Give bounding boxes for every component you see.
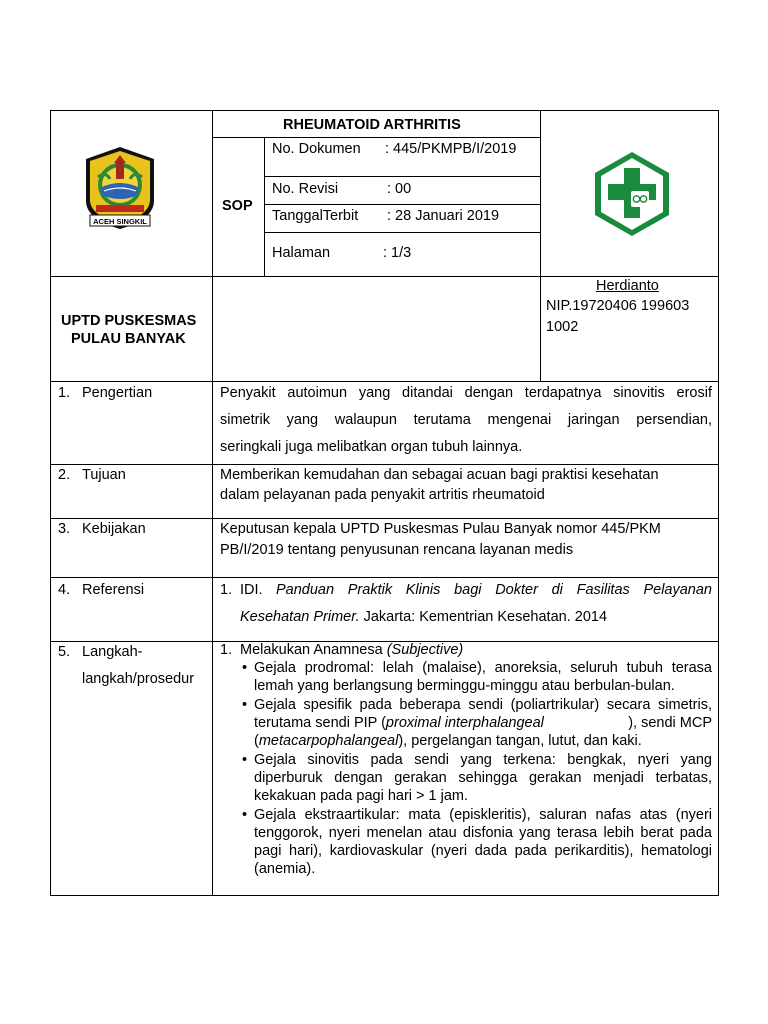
bullet-line: lemah yang berlangsung berminggu-minggu atau berbulan-bulan.: [254, 678, 675, 694]
step-title-italic: (Subjective): [386, 642, 464, 658]
no-dokumen-value: : 445/PKMPB/I/2019: [385, 141, 517, 157]
document-title: RHEUMATOID ARTHRITIS: [283, 117, 461, 133]
aceh-singkil-logo: [80, 143, 160, 231]
bullet-line: [254, 714, 712, 732]
bullet-marker: •: [242, 660, 248, 676]
bullet-marker: •: [242, 697, 248, 713]
b2-text: (: [254, 733, 259, 749]
referensi-idi: IDI.: [240, 582, 263, 598]
referensi-line2: [240, 608, 607, 626]
b2-italic: proximal interphalangeal: [385, 715, 544, 731]
bullet-line: Gejala ekstraartikular: mata (episkleritis), saluran nafas atas (nyeri: [254, 807, 712, 823]
step-title-text: Melakukan Anamnesa: [240, 642, 387, 658]
bullet-line: [254, 732, 642, 750]
no-revisi-label: No. Revisi: [272, 181, 339, 197]
kebijakan-line: Keputusan kepala UPTD Puskesmas Pulau Banyak nomor 445/PKM: [220, 521, 661, 537]
section-number: 3.: [58, 521, 71, 537]
bullet-marker: •: [242, 752, 248, 768]
bullet-line: Gejala spesifik pada beberapa sendi (poliartrikular) secara simetris,: [254, 697, 712, 713]
org-name-line2: PULAU BANYAK: [71, 331, 186, 347]
section-number: 5.: [58, 644, 71, 660]
bullet-line: kekakuan pada pagi hari > 1 jam.: [254, 788, 469, 804]
section-label-pengertian: Pengertian: [82, 385, 153, 401]
b2-line2-start: [254, 714, 544, 732]
tujuan-line: Memberikan kemudahan dan sebagai acuan bagi praktisi kesehatan: [220, 467, 659, 483]
b2-text: terutama sendi PIP (: [254, 715, 386, 731]
signer-nip-line1: NIP.19720406 199603: [546, 298, 690, 314]
referensi-title-cont: Kesehatan Primer.: [240, 609, 360, 625]
tujuan-line: dalam pelayanan pada penyakit artritis rheumatoid: [220, 487, 545, 503]
section-label-langkah: Langkah-: [82, 644, 143, 660]
sop-label: SOP: [222, 198, 253, 214]
b2-italic: metacarpophalangeal: [258, 733, 399, 749]
step-number: 1.: [220, 642, 233, 658]
bullet-line: Gejala sinovitis pada sendi yang terkena: bengkak, nyeri yang: [254, 752, 712, 768]
referensi-item-number: 1.: [220, 582, 233, 598]
referensi-publisher: Jakarta: Kementrian Kesehatan. 2014: [359, 609, 608, 625]
b2-text: ), pergelangan tangan, lutut, dan kaki.: [398, 733, 642, 749]
section-label-referensi: Referensi: [82, 582, 145, 598]
bullet-line: tenggorok, nyeri menelan atau disfonia yang terasa lebih berat pada: [254, 825, 712, 841]
section-label-kebijakan: Kebijakan: [82, 521, 146, 537]
section-number: 2.: [58, 467, 71, 483]
pengertian-line: seringkali juga melibatkan organ tubuh lainnya.: [220, 439, 523, 455]
bullet-marker: •: [242, 807, 248, 823]
pengertian-line: Penyakit autoimun yang ditandai dengan terdapatnya sinovitis erosif: [220, 385, 712, 401]
bullet-line: (anemia).: [254, 861, 316, 877]
org-name-line1: UPTD PUSKESMAS: [61, 313, 197, 329]
section-number: 4.: [58, 582, 71, 598]
halaman-label: Halaman: [272, 245, 331, 261]
section-label-prosedur: langkah/prosedur: [82, 671, 195, 687]
halaman-value: : 1/3: [383, 245, 412, 261]
bullet-line: pagi hari), kardiovaskular (nyeri dada pada perikarditis), hematologi: [254, 843, 712, 859]
section-number: 1.: [58, 385, 71, 401]
tanggal-terbit-value: : 28 Januari 2019: [387, 208, 500, 224]
kebijakan-line: PB/I/2019 tentang penyusunan rencana layanan medis: [220, 542, 574, 558]
step-title: [240, 641, 463, 659]
no-revisi-value: : 00: [387, 181, 412, 197]
logo-caption: ACEH SINGKIL: [93, 217, 147, 226]
pengertian-line: simetrik yang walaupun terutama mengenai jaringan persendian,: [220, 412, 712, 428]
signer-nip-line2: 1002: [546, 319, 579, 335]
signer-name: Herdianto: [596, 278, 659, 294]
bullet-line: Gejala prodromal: lelah (malaise), anoreksia, seluruh tubuh terasa: [254, 660, 712, 676]
no-dokumen-label: No. Dokumen: [272, 141, 361, 157]
b2-text-end: ), sendi MCP: [628, 715, 712, 731]
referensi-title: Panduan Praktik Klinis bagi Dokter di Fasilitas Pelayanan: [276, 582, 712, 598]
section-label-tujuan: Tujuan: [82, 467, 126, 483]
bullet-line: diperburuk dengan gerakan sehingga gerakan menjadi terbatas,: [254, 770, 712, 786]
tanggal-terbit-label: TanggalTerbit: [272, 208, 359, 224]
puskesmas-logo: [591, 149, 673, 239]
